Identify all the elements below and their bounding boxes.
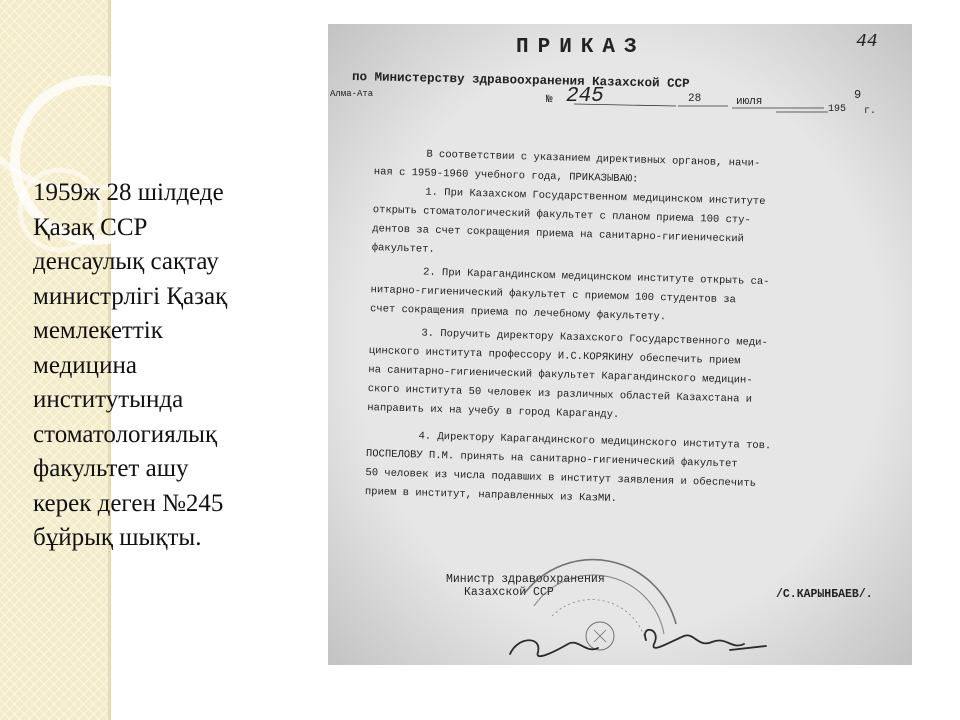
body-line: дентов за счет сокращения приема на санитарно-гигиенический	[372, 223, 745, 246]
body-line: счет сокращения приема по лечебному факультету.	[369, 303, 667, 324]
body-line: прием в институт, направленных из КазМИ.	[364, 486, 618, 506]
order-number: 245	[566, 85, 604, 108]
document-subtitle: по Министерству здравоохранения Казахской ССР	[351, 70, 690, 92]
body-line: на санитарно-гигиенический факультет Карагандинского медицин-	[368, 364, 753, 387]
body-line: направить их на учебу в город Караганду.	[367, 402, 620, 422]
scanned-order-document	[328, 24, 912, 665]
body-line: 1. При Казахском Государственном медицинском институте	[425, 186, 766, 209]
document-title: ПРИКАЗ	[516, 36, 646, 59]
body-line: ная с 1959-1960 учебного года, ПРИКАЗЫВАЮ:	[373, 166, 639, 186]
minister-title-line-2: Казахской ССР	[464, 586, 554, 599]
body-line: открыть стоматологический факультет с планом приема 100 сту-	[372, 204, 751, 227]
body-line: 2. При Карагандинском медицинском институте открыть са-	[422, 266, 770, 289]
page-number-mark: 44	[856, 32, 878, 52]
body-line: ПОСПЕЛОВУ П.М. принять на санитарно-гигиенический факультет	[365, 448, 738, 471]
body-line: ского института 50 человек из различных областей Казахстана и	[367, 383, 753, 406]
body-line: 4. Директору Карагандинского медицинского института тов.	[418, 430, 772, 453]
minister-title-line-1: Министр здравоохранения	[446, 573, 605, 586]
minister-name: /С.КАРЫНБАЕВ/.	[776, 588, 873, 601]
order-year-suffix: 9	[854, 88, 862, 102]
body-line: нитарно-гигиенический факультет с приемом 100 студентов за	[370, 284, 737, 307]
order-year-mark: г.	[864, 106, 877, 117]
body-line: факультет.	[371, 242, 435, 256]
order-month: июля	[736, 96, 763, 108]
body-line: 3. Поручить директору Казахского Государственного меди-	[421, 327, 768, 350]
body-line: 50 человек из числа подавших в институт заявления и обеспечить	[365, 467, 757, 490]
body-line: цинского института профессору И.С.КОРЯКИНУ обеспечить прием	[368, 345, 741, 368]
number-label: №	[546, 94, 553, 106]
slide-caption: 1959ж 28 шілдеде Қазақ ССР денсаулық сақтау министрлігі Қазақ мемлекеттік медицина институтында стоматологиялық факультет ашу керек деген №245 бұйрық шықты.	[33, 179, 228, 551]
order-year-prefix: 195	[828, 104, 847, 115]
order-day: 28	[688, 93, 702, 105]
document-city: Алма-Ата	[330, 89, 374, 99]
body-line: В соответствии с указанием директивных органов, начи-	[426, 148, 761, 170]
